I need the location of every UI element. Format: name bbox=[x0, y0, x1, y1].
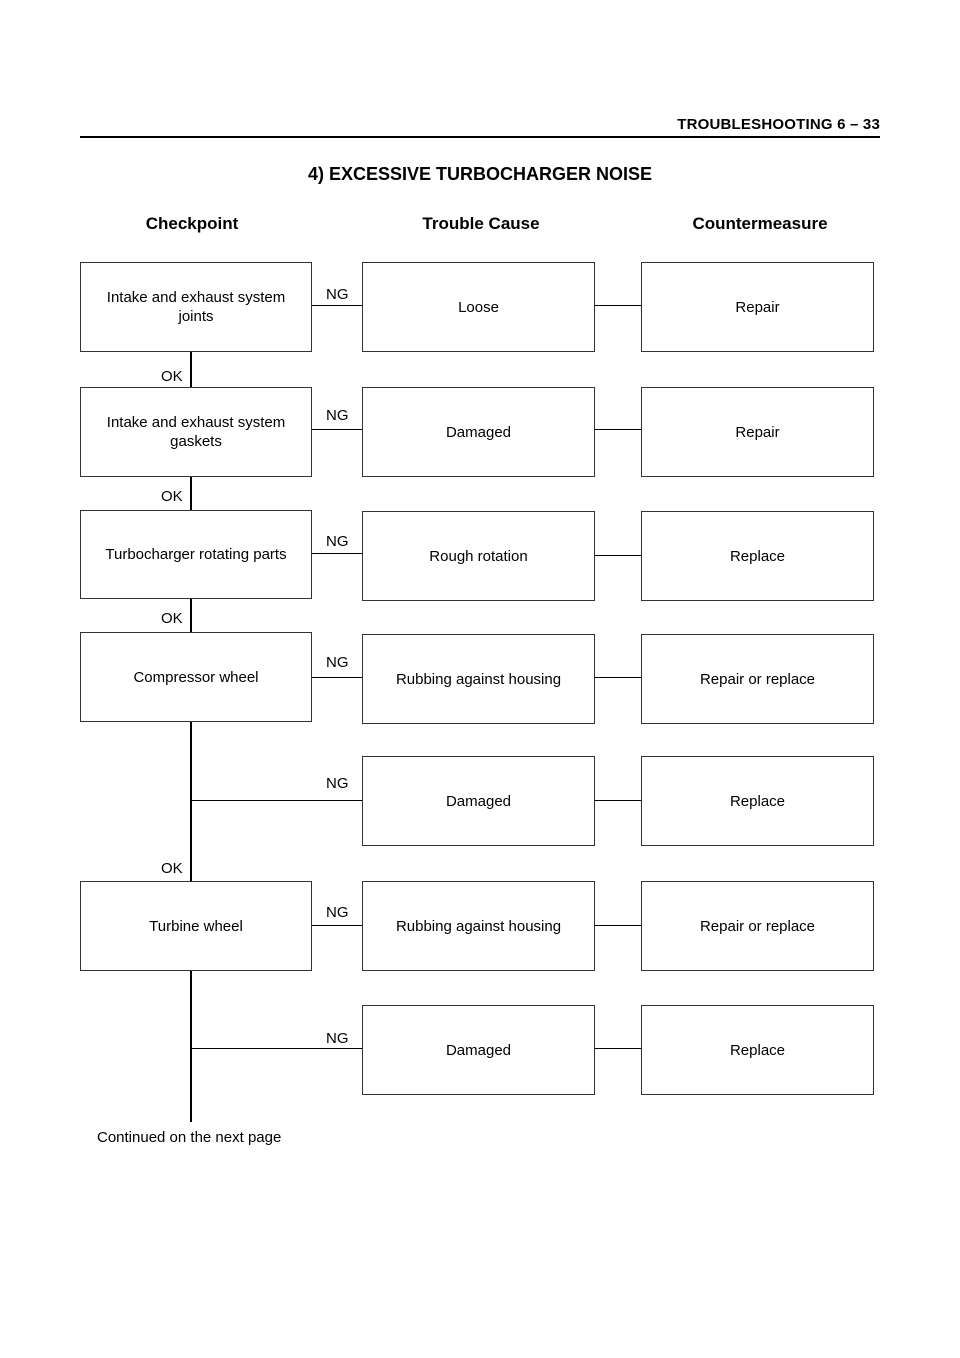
ng-connector bbox=[312, 429, 362, 430]
countermeasure-label: Replace bbox=[729, 792, 786, 810]
cause-label: Rubbing against housing bbox=[395, 670, 562, 688]
cause-box bbox=[362, 511, 595, 601]
ng-label: NG bbox=[326, 286, 349, 303]
checkpoint-box bbox=[80, 262, 312, 352]
countermeasure-label: Replace bbox=[729, 547, 786, 565]
ng-label: NG bbox=[326, 407, 349, 424]
ok-connector bbox=[190, 722, 192, 881]
ok-connector bbox=[190, 352, 192, 387]
ok-connector bbox=[190, 599, 192, 632]
ng-connector bbox=[191, 800, 362, 801]
countermeasure-box bbox=[641, 881, 874, 971]
cause-countermeasure-connector bbox=[595, 429, 641, 430]
ng-connector bbox=[191, 1048, 362, 1049]
checkpoint-box bbox=[80, 881, 312, 971]
ng-connector bbox=[312, 305, 362, 306]
cause-label: Rough rotation bbox=[429, 547, 528, 565]
cause-countermeasure-connector bbox=[595, 677, 641, 678]
countermeasure-box bbox=[641, 511, 874, 601]
ng-label: NG bbox=[326, 904, 349, 921]
cause-box bbox=[362, 756, 595, 846]
checkpoint-label: Intake and exhaust system joints bbox=[106, 289, 286, 325]
header-rule bbox=[80, 136, 880, 138]
cause-countermeasure-connector bbox=[595, 925, 641, 926]
countermeasure-box bbox=[641, 1005, 874, 1095]
cause-countermeasure-connector bbox=[595, 1048, 641, 1049]
ok-connector bbox=[190, 477, 192, 510]
cause-countermeasure-connector bbox=[595, 305, 641, 306]
checkpoint-box bbox=[80, 510, 312, 599]
countermeasure-box bbox=[641, 262, 874, 352]
ng-label: NG bbox=[326, 533, 349, 550]
cause-box bbox=[362, 634, 595, 724]
ng-connector bbox=[312, 553, 362, 554]
ok-label: OK bbox=[161, 860, 183, 877]
page-header: TROUBLESHOOTING 6 – 33 bbox=[677, 116, 880, 133]
countermeasure-box bbox=[641, 756, 874, 846]
cause-countermeasure-connector bbox=[595, 800, 641, 801]
continuation-connector bbox=[190, 971, 192, 1122]
ok-label: OK bbox=[161, 610, 183, 627]
checkpoint-label: Turbocharger rotating parts bbox=[105, 546, 287, 563]
ok-label: OK bbox=[161, 488, 183, 505]
checkpoint-box bbox=[80, 387, 312, 477]
ng-label: NG bbox=[326, 1030, 349, 1047]
column-header-trouble-cause: Trouble Cause bbox=[422, 214, 540, 233]
ng-connector bbox=[312, 677, 362, 678]
countermeasure-label: Repair bbox=[735, 298, 780, 316]
countermeasure-label: Replace bbox=[729, 1041, 786, 1059]
column-header-checkpoint: Checkpoint bbox=[145, 214, 239, 233]
continued-note: Continued on the next page bbox=[97, 1129, 282, 1146]
countermeasure-label: Repair or replace bbox=[699, 670, 816, 688]
cause-box bbox=[362, 1005, 595, 1095]
ng-label: NG bbox=[326, 654, 349, 671]
cause-box bbox=[362, 262, 595, 352]
cause-countermeasure-connector bbox=[595, 555, 641, 556]
ok-label: OK bbox=[161, 368, 183, 385]
ng-label: NG bbox=[326, 775, 349, 792]
checkpoint-label: Intake and exhaust system gaskets bbox=[106, 414, 286, 450]
countermeasure-label: Repair or replace bbox=[699, 917, 816, 935]
column-header-countermeasure: Countermeasure bbox=[692, 214, 828, 233]
checkpoint-label: Compressor wheel bbox=[133, 668, 259, 686]
cause-box bbox=[362, 387, 595, 477]
cause-label: Damaged bbox=[445, 1041, 512, 1059]
cause-label: Loose bbox=[458, 298, 499, 316]
countermeasure-label: Repair bbox=[735, 423, 780, 441]
countermeasure-box bbox=[641, 387, 874, 477]
cause-label: Rubbing against housing bbox=[395, 917, 562, 935]
cause-label: Damaged bbox=[445, 423, 512, 441]
countermeasure-box bbox=[641, 634, 874, 724]
checkpoint-box bbox=[80, 632, 312, 722]
page-title: 4) EXCESSIVE TURBOCHARGER NOISE bbox=[307, 164, 653, 184]
cause-box bbox=[362, 881, 595, 971]
cause-label: Damaged bbox=[445, 792, 512, 810]
ng-connector bbox=[312, 925, 362, 926]
checkpoint-label: Turbine wheel bbox=[149, 917, 243, 935]
